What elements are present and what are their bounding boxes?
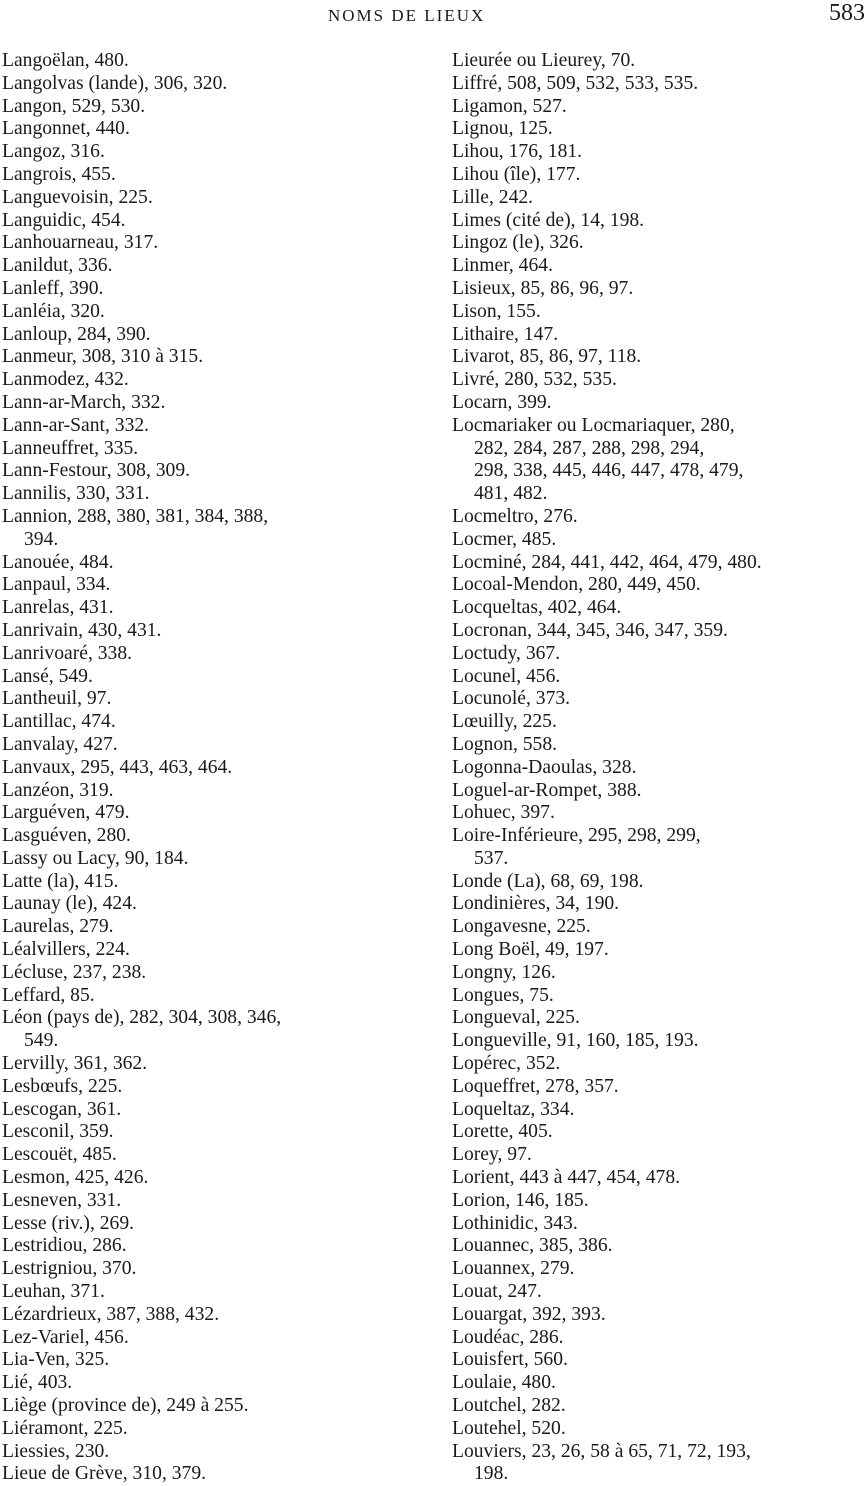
entry-text: Lécluse, 237, 238. [2,961,147,983]
index-entry [452,1372,865,1395]
entry-text: Léon (pays de), 282, 304, 308, 346, [2,1007,282,1029]
index-entry [452,666,865,689]
entry-text: Lanvaux, 295, 443, 463, 464. [2,756,233,778]
entry-text: Locronan, 344, 345, 346, 347, 359. [452,619,728,641]
index-entry [2,1235,428,1258]
entry-text: Lestridiou, 286. [2,1235,127,1257]
entry-text: Locmeltro, 276. [452,505,578,527]
index-entry [2,232,428,255]
index-entry [2,1349,428,1372]
index-entry [452,50,865,73]
index-entry [452,1235,865,1258]
entry-text: Lœuilly, 225. [452,711,557,733]
index-entry [452,369,865,392]
index-entry [2,1007,428,1053]
index-entry [452,1349,865,1372]
entry-text: Larguéven, 479. [2,802,130,824]
index-entry [452,164,865,187]
entry-text: Lorient, 443 à 447, 454, 478. [452,1167,681,1189]
entry-text: Livarot, 85, 86, 97, 118. [452,346,642,368]
entry-text: Lansé, 549. [2,665,93,687]
index-entry [452,73,865,96]
index-entry [2,1327,428,1350]
index-entry [2,369,428,392]
entry-text: Lisieux, 85, 86, 96, 97. [452,277,634,299]
index-entry [452,1327,865,1350]
entry-text: Loqueffret, 278, 357. [452,1075,619,1097]
index-entry [452,1213,865,1236]
entry-text: Locmariaker ou Locmariaquer, 280, [452,414,735,436]
index-entry [452,985,865,1008]
entry-text: Lihou (île), 177. [452,163,581,185]
entry-text: Lesmon, 425, 426. [2,1167,149,1189]
entry-text: Lestrigniou, 370. [2,1258,137,1280]
entry-continuation: 537. [474,847,509,869]
entry-text: Loqueltaz, 334. [452,1098,575,1120]
entry-text: Lanloup, 284, 390. [2,323,151,345]
index-entry [452,301,865,324]
entry-text: Louannex, 279. [452,1258,575,1280]
entry-text: Lescouët, 485. [2,1144,117,1166]
index-entry [452,118,865,141]
entry-text: Livré, 280, 532, 535. [452,369,617,391]
index-entry [2,643,428,666]
entry-text: Lantillac, 474. [2,711,116,733]
entry-text: Langon, 529, 530. [2,95,146,117]
entry-text: Locarn, 399. [452,391,552,413]
index-entry [2,574,428,597]
entry-text: Lanvalay, 427. [2,733,118,755]
entry-text: Lassy ou Lacy, 90, 184. [2,847,189,869]
index-entry [452,574,865,597]
entry-text: Linmer, 464. [452,255,553,277]
entry-text: Lopérec, 352. [452,1053,561,1075]
entry-text: Leffard, 85. [2,984,95,1006]
page-header [0,0,867,32]
index-entry [452,1281,865,1304]
entry-text: Lanrivoaré, 338. [2,642,133,664]
entry-text: Lesconil, 359. [2,1121,114,1143]
index-entry [452,1144,865,1167]
index-entry [2,552,428,575]
entry-text: Lieurée ou Lieurey, 70. [452,50,636,71]
entry-text: Louisfert, 560. [452,1349,568,1371]
index-entry [452,1053,865,1076]
entry-text: Lanmodez, 432. [2,369,129,391]
index-entry [452,962,865,985]
index-entry [452,278,865,301]
entry-text: Louannec, 385, 386. [452,1235,613,1257]
entry-text: Locunel, 456. [452,665,561,687]
entry-text: Louargat, 392, 393. [452,1303,606,1325]
entry-text: Lann-Festour, 308, 309. [2,460,191,482]
entry-text: Lanzéon, 319. [2,779,114,801]
index-entry [2,1463,428,1486]
entry-text: Lanildut, 336. [2,255,113,277]
index-entry [2,780,428,803]
index-entry [2,415,428,438]
entry-text: Lorion, 146, 185. [452,1189,589,1211]
entry-text: Lescogan, 361. [2,1098,122,1120]
index-entry [2,825,428,848]
entry-text: Lanléia, 320. [2,300,105,322]
entry-text: Lanhouarneau, 317. [2,232,159,254]
entry-text: Léalvillers, 224. [2,939,130,961]
entry-text: Lille, 242. [452,186,534,208]
index-entry [452,210,865,233]
entry-text: Long Boël, 49, 197. [452,939,609,961]
index-entry [452,1395,865,1418]
entry-text: Louat, 247. [452,1281,542,1303]
index-entry [452,96,865,119]
entry-text: Lingoz (le), 326. [452,232,584,254]
entry-text: Londinières, 34, 190. [452,893,620,915]
index-entry [452,893,865,916]
entry-text: Latte (la), 415. [2,870,119,892]
entry-text: Langrois, 455. [2,163,116,185]
page-number: 583 [829,0,865,26]
entry-continuation: 198. [474,1463,509,1485]
entry-text: Lié, 403. [2,1372,73,1394]
entry-continuation: 549. [24,1030,59,1052]
index-entry [2,1213,428,1236]
index-entry [452,1167,865,1190]
entry-text: Lison, 155. [452,300,541,322]
index-entry [452,1190,865,1213]
entry-text: Loutchel, 282. [452,1395,566,1417]
entry-text: Locminé, 284, 441, 442, 464, 479, 480. [452,551,762,573]
index-entry [452,506,865,529]
entry-continuation: 394. [24,528,59,550]
index-entry [2,438,428,461]
index-entry [2,620,428,643]
entry-text: Longueval, 225. [452,1007,580,1029]
index-entry [452,1418,865,1441]
entry-text: Lasguéven, 280. [2,825,131,847]
entry-text: Liessies, 230. [2,1440,110,1462]
running-title: NOMS DE LIEUX [328,6,486,25]
index-entry [452,734,865,757]
index-entry [2,802,428,825]
index-entry [452,1441,865,1486]
index-entry [452,324,865,347]
entry-text: Loudéac, 286. [452,1326,564,1348]
entry-text: Lanleff, 390. [2,277,104,299]
index-entry [2,1144,428,1167]
entry-text: Lanrivain, 430, 431. [2,619,162,641]
entry-text: Loutehel, 520. [452,1417,566,1439]
entry-text: Lanouée, 484. [2,551,114,573]
entry-text: Lez-Variel, 456. [2,1326,129,1348]
index-entry [2,1167,428,1190]
index-entry [452,529,865,552]
index-entry [2,1441,428,1464]
index-entry [2,1076,428,1099]
index-entry [2,346,428,369]
index-entry [2,962,428,985]
index-entry [452,871,865,894]
entry-text: Ligamon, 527. [452,95,567,117]
entry-text: Loire-Inférieure, 295, 298, 299, [452,825,701,847]
entry-text: Locmer, 485. [452,528,557,550]
index-column-right [452,50,865,1486]
index-entry [2,255,428,278]
entry-text: Langolvas (lande), 306, 320. [2,72,228,94]
index-entry [452,1076,865,1099]
index-entry [2,711,428,734]
entry-text: Laurelas, 279. [2,916,114,938]
entry-text: Lannilis, 330, 331. [2,483,150,505]
index-entry [2,871,428,894]
entry-text: Limes (cité de), 14, 198. [452,209,645,231]
index-entry [2,324,428,347]
index-entry [452,597,865,620]
index-entry [2,1418,428,1441]
index-entry [452,1007,865,1030]
entry-text: Logonna-Daoulas, 328. [452,756,637,778]
index-entry [452,643,865,666]
index-entry [2,278,428,301]
entry-text: Leuhan, 371. [2,1281,105,1303]
index-column-left [2,50,428,1486]
index-entry [452,552,865,575]
index-entry [452,415,865,506]
entry-text: Langonnet, 440. [2,118,130,140]
index-entry [2,73,428,96]
index-entry [452,620,865,643]
index-entry [2,118,428,141]
index-entry [2,1395,428,1418]
index-entry [452,711,865,734]
entry-text: Lithaire, 147. [452,323,559,345]
index-entry [2,392,428,415]
entry-text: Lothinidic, 343. [452,1212,578,1234]
index-entry [2,164,428,187]
index-entry [452,1304,865,1327]
entry-text: Lann-ar-Sant, 332. [2,414,150,436]
entry-text: Lézardrieux, 387, 388, 432. [2,1303,220,1325]
index-entry [2,506,428,552]
index-entry [2,688,428,711]
index-entry [2,1121,428,1144]
index-entry [452,939,865,962]
entry-text: Londe (La), 68, 69, 198. [452,870,644,892]
entry-text: Lantheuil, 97. [2,688,112,710]
index-entry [452,802,865,825]
index-entry [452,688,865,711]
index-entry [452,232,865,255]
entry-text: Lieue de Grève, 310, 379. [2,1463,207,1485]
entry-text: Locunolé, 373. [452,688,571,710]
entry-text: Lanrelas, 431. [2,597,114,619]
index-entry [2,1099,428,1122]
entry-text: Langoëlan, 480. [2,50,129,71]
index-entry [452,392,865,415]
index-entry [2,666,428,689]
entry-text: Lesbœufs, 225. [2,1075,123,1097]
index-entry [2,893,428,916]
index-entry [2,1053,428,1076]
index-entry [2,1258,428,1281]
entry-text: Loulaie, 480. [452,1372,556,1394]
index-entry [2,210,428,233]
entry-text: Lognon, 558. [452,733,558,755]
entry-continuation: 298, 338, 445, 446, 447, 478, 479, [474,460,744,482]
entry-text: Lorey, 97. [452,1144,532,1166]
index-entry [2,96,428,119]
entry-text: Locoal-Mendon, 280, 449, 450. [452,574,701,596]
entry-text: Langoz, 316. [2,141,105,163]
index-entry [2,483,428,506]
index-entry [2,1190,428,1213]
entry-text: Lannion, 288, 380, 381, 384, 388, [2,505,269,527]
entry-text: Loguel-ar-Rompet, 388. [452,779,642,801]
entry-text: Locqueltas, 402, 464. [452,597,622,619]
index-entry [2,1372,428,1395]
entry-text: Louviers, 23, 26, 58 à 65, 71, 72, 193, [452,1440,751,1462]
entry-text: Lignou, 125. [452,118,553,140]
index-entry [452,825,865,871]
entry-text: Lia-Ven, 325. [2,1349,110,1371]
entry-text: Liffré, 508, 509, 532, 533, 535. [452,72,699,94]
index-entry [452,187,865,210]
entry-continuation: 481, 482. [474,483,548,505]
entry-text: Longueville, 91, 160, 185, 193. [452,1030,699,1052]
entry-text: Lesneven, 331. [2,1189,122,1211]
index-entry [2,50,428,73]
index-entry [452,1099,865,1122]
entry-text: Lann-ar-March, 332. [2,391,166,413]
entry-text: Lanneuffret, 335. [2,437,139,459]
index-entry [2,141,428,164]
index-entry [2,734,428,757]
entry-text: Lervilly, 361, 362. [2,1053,148,1075]
entry-text: Languidic, 454. [2,209,126,231]
index-entry [452,1258,865,1281]
index-entry [452,346,865,369]
index-entry [2,757,428,780]
index-entry [2,301,428,324]
entry-continuation: 282, 284, 287, 288, 298, 294, [474,437,705,459]
index-entry [2,597,428,620]
index-entry [2,985,428,1008]
index-entry [452,1030,865,1053]
entry-text: Longavesne, 225. [452,916,591,938]
entry-text: Lorette, 405. [452,1121,553,1143]
entry-text: Lanpaul, 334. [2,574,111,596]
index-entry [2,1304,428,1327]
entry-text: Lesse (riv.), 269. [2,1212,135,1234]
index-entry [452,255,865,278]
entry-text: Longues, 75. [452,984,554,1006]
index-entry [2,939,428,962]
entry-text: Launay (le), 424. [2,893,137,915]
index-entry [2,916,428,939]
index-entry [2,1281,428,1304]
entry-text: Longny, 126. [452,961,556,983]
index-entry [2,848,428,871]
index-entry [452,1121,865,1144]
index-entry [2,187,428,210]
entry-text: Loctudy, 367. [452,642,561,664]
index-entry [452,141,865,164]
index-entry [452,757,865,780]
index-entry [452,916,865,939]
entry-text: Lanmeur, 308, 310 à 315. [2,346,204,368]
entry-text: Liéramont, 225. [2,1417,128,1439]
entry-text: Lohuec, 397. [452,802,555,824]
index-entry [2,460,428,483]
entry-text: Liège (province de), 249 à 255. [2,1395,249,1417]
entry-text: Lihou, 176, 181. [452,141,583,163]
entry-text: Languevoisin, 225. [2,186,153,208]
index-entry [452,780,865,803]
